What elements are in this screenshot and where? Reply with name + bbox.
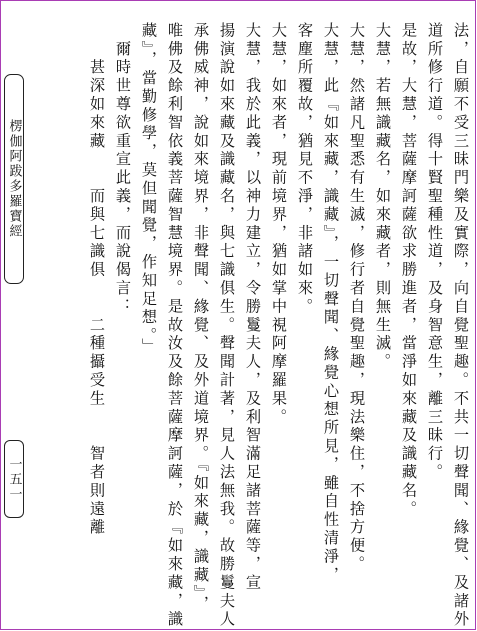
text-column-8: 大慧，如來者，現前境界，猶如掌中視阿摩羅果。: [270, 22, 288, 427]
text-column-5: 大慧，然諸凡聖悉有生滅，修行者自覺聖趣，現法樂住，不捨方便。: [348, 22, 366, 574]
text-column-14: 爾時世尊欲重宣此義，而說偈言：: [114, 22, 132, 317]
text-column-3: 是故，大慧，菩薩摩訶薩欲求勝進者，當淨如來藏及識藏名。: [400, 22, 418, 519]
text-column-12: 唯佛及餘利智依義菩薩智慧境界。是故汝及餘菩薩摩訶薩，於『如來藏，識: [166, 22, 184, 630]
text-column-13: 藏』，當勤修學，莫但聞覺，作知足想。」: [140, 22, 158, 357]
text-column-1: 法，自願不受三昧門樂及實際，向自覺聖趣。不共一切聲聞、緣覺、及諸外: [452, 22, 470, 630]
sutra-title-box: [4, 74, 24, 284]
sutra-title: 楞伽阿跋多羅寶經: [6, 119, 22, 239]
text-column-4: 大慧，若無識藏名，如來藏者，則無生滅。: [374, 22, 392, 372]
text-column-9: 大慧，我於此義，以神力建立，令勝鬘夫人，及利智滿足諸菩薩等，宣: [244, 22, 262, 593]
page-number-box: [4, 440, 24, 518]
page-number: 一五一: [6, 456, 22, 502]
text-column-7: 客塵所覆故，猶見不淨，非諸如來。: [296, 22, 314, 317]
text-column-2: 道所修行道。得十賢聖種性道，及身智意生，離三昧行。: [426, 22, 444, 482]
text-column-6: 大慧，此『如來藏，識藏』，一切聲聞、緣覺心想所見，雖自性清淨，: [322, 22, 340, 585]
text-column-11: 承佛威神，說如來境界，非聲聞、緣覺、及外道境界。『如來藏，識藏』，: [192, 22, 210, 614]
text-column-15: 甚深如來藏 而與七識俱 二種攝受生 智者則遠離: [88, 22, 106, 538]
text-body: [62, 22, 476, 630]
text-column-10: 揚演說如來藏及識藏名，與七識俱生。聲聞計著，見人法無我。故勝鬘夫人: [218, 22, 236, 630]
